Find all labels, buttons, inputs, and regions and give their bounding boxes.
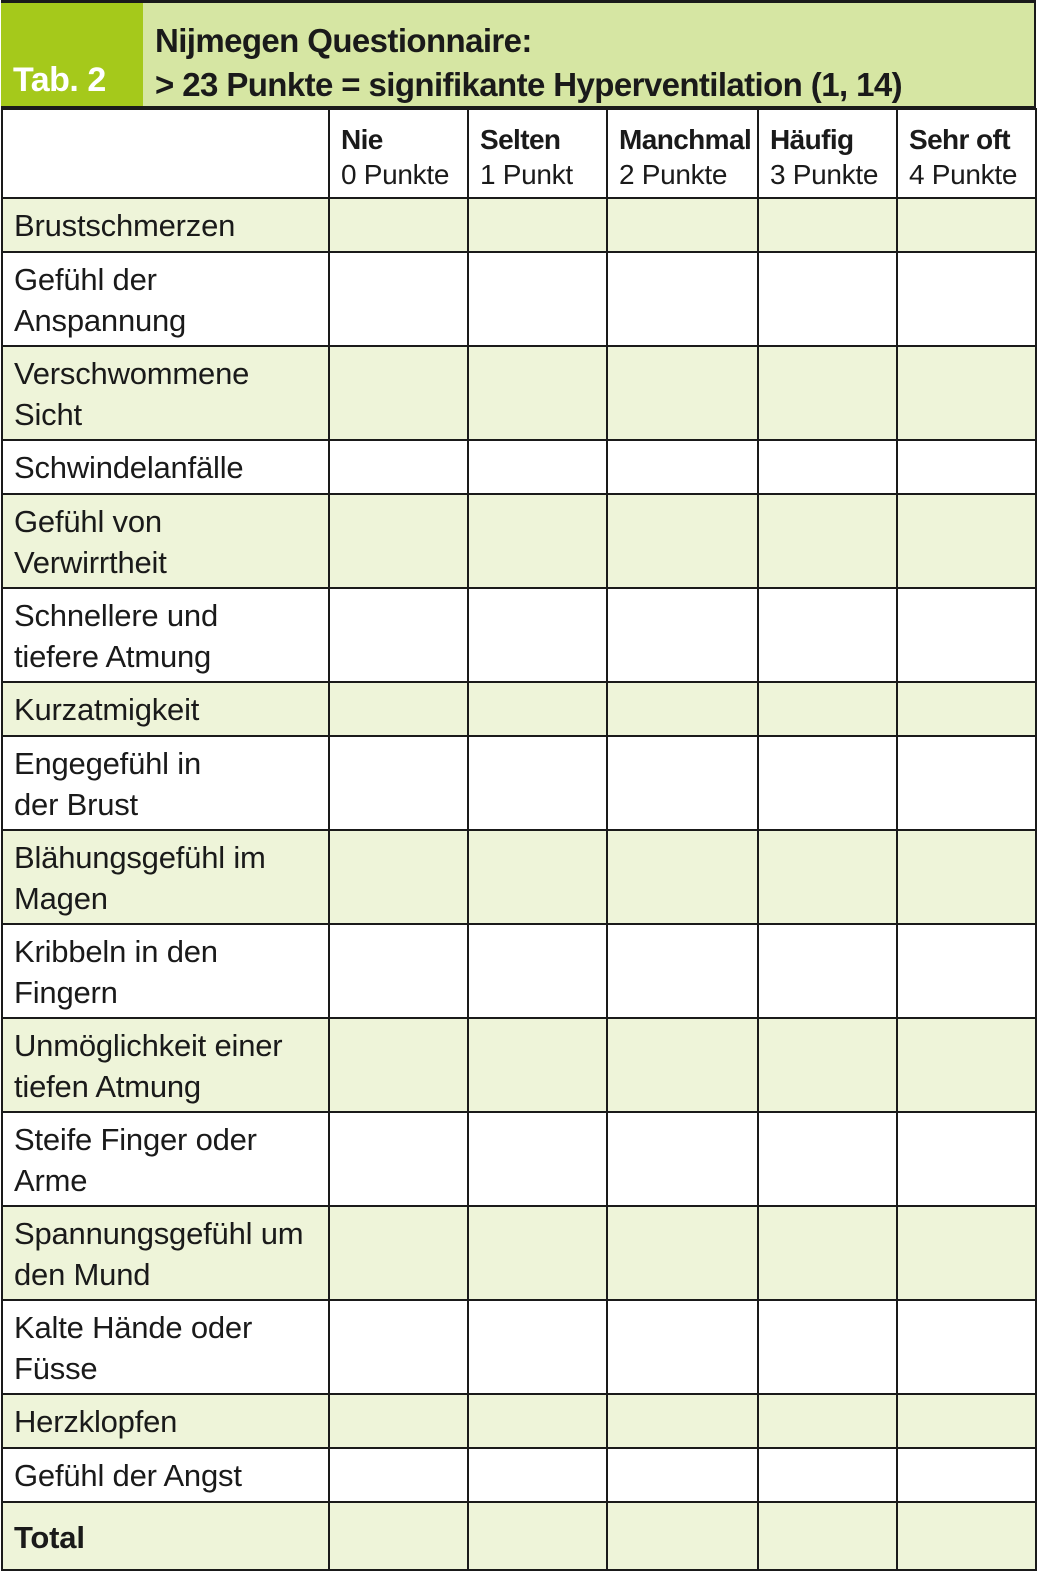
score-cell[interactable]: [329, 736, 468, 830]
score-cell[interactable]: [758, 1502, 897, 1570]
score-cell[interactable]: [758, 924, 897, 1018]
score-cell[interactable]: [897, 1448, 1036, 1502]
symptom-score-table: [1, 108, 1037, 1571]
table-row: [2, 1394, 1036, 1448]
table-row: [2, 346, 1036, 440]
score-cell[interactable]: [468, 252, 607, 346]
symptom-label-line-1: Engegefühl in: [14, 746, 202, 781]
score-cell[interactable]: [607, 494, 758, 588]
column-points: 0 Punkte: [341, 159, 450, 190]
score-cell[interactable]: [329, 588, 468, 682]
score-cell[interactable]: [329, 440, 468, 494]
column-points: 2 Punkte: [619, 159, 728, 190]
symptom-label: [2, 440, 329, 494]
score-cell[interactable]: [607, 252, 758, 346]
score-cell[interactable]: [758, 588, 897, 682]
symptom-label: [2, 924, 329, 1018]
score-cell[interactable]: [329, 1502, 468, 1570]
score-cell[interactable]: [897, 1018, 1036, 1112]
score-cell[interactable]: [468, 346, 607, 440]
symptom-label-line-1: Spannungsgefühl um: [14, 1216, 304, 1251]
score-cell[interactable]: [468, 1018, 607, 1112]
symptom-label-line-2: Füsse: [14, 1351, 98, 1386]
score-cell[interactable]: [897, 494, 1036, 588]
score-cell[interactable]: [468, 682, 607, 736]
score-cell[interactable]: [329, 682, 468, 736]
score-cell[interactable]: [329, 1300, 468, 1394]
score-cell[interactable]: [607, 1206, 758, 1300]
score-cell[interactable]: [758, 1394, 897, 1448]
column-header-haeufig: [758, 109, 897, 198]
symptom-label-line-1: Herzklopfen: [14, 1404, 178, 1439]
symptom-label-line-1: Gefühl der: [14, 262, 157, 297]
table-row: [2, 830, 1036, 924]
score-cell[interactable]: [468, 1300, 607, 1394]
symptom-label-line-1: Brustschmerzen: [14, 208, 236, 243]
table-title: [143, 3, 1036, 106]
table-row: [2, 1206, 1036, 1300]
symptom-label-line-2: tiefen Atmung: [14, 1069, 201, 1104]
symptom-label: [2, 830, 329, 924]
symptom-label-line-2: Arme: [14, 1163, 88, 1198]
symptom-label-line-1: Verschwommene: [14, 356, 250, 391]
table-row: [2, 924, 1036, 1018]
score-cell[interactable]: [607, 440, 758, 494]
score-cell[interactable]: [758, 440, 897, 494]
score-cell[interactable]: [897, 1112, 1036, 1206]
score-cell[interactable]: [607, 1112, 758, 1206]
score-cell[interactable]: [897, 736, 1036, 830]
score-cell[interactable]: [758, 1300, 897, 1394]
table-row: [2, 252, 1036, 346]
symptom-label-line-1: Steife Finger oder: [14, 1122, 257, 1157]
score-cell[interactable]: [758, 1206, 897, 1300]
score-cell[interactable]: [329, 346, 468, 440]
score-cell[interactable]: [607, 346, 758, 440]
score-cell[interactable]: [897, 252, 1036, 346]
score-cell[interactable]: [607, 924, 758, 1018]
column-name: Selten: [480, 124, 561, 155]
score-cell[interactable]: [607, 198, 758, 252]
score-cell[interactable]: [607, 1018, 758, 1112]
score-cell[interactable]: [758, 682, 897, 736]
score-cell[interactable]: [468, 588, 607, 682]
symptom-label-line-1: Kurzatmigkeit: [14, 692, 200, 727]
column-name: Manchmal: [619, 124, 752, 155]
symptom-label-line-1: Gefühl von: [14, 504, 162, 539]
table-row: [2, 198, 1036, 252]
score-cell[interactable]: [758, 252, 897, 346]
column-header-selten: [468, 109, 607, 198]
score-cell[interactable]: [468, 1502, 607, 1570]
column-points: 3 Punkte: [770, 159, 879, 190]
column-name: Häufig: [770, 124, 854, 155]
column-name: Nie: [341, 124, 383, 155]
score-cell[interactable]: [607, 830, 758, 924]
symptom-label: [2, 346, 329, 440]
table-row: [2, 1112, 1036, 1206]
symptom-label: [2, 1206, 329, 1300]
table-title-line-2: > 23 Punkte = signifikante Hyperventilation (1, 14): [155, 66, 902, 103]
table-title-line-1: Nijmegen Questionnaire:: [155, 22, 532, 59]
score-cell[interactable]: [329, 830, 468, 924]
table-row: [2, 736, 1036, 830]
column-points: 1 Punkt: [480, 159, 573, 190]
score-cell[interactable]: [897, 682, 1036, 736]
score-cell[interactable]: [758, 198, 897, 252]
symptom-label-line-1: Kribbeln in den: [14, 934, 218, 969]
table-row: [2, 1448, 1036, 1502]
symptom-label: [2, 1112, 329, 1206]
table-row: [2, 1018, 1036, 1112]
symptom-label-line-2: den Mund: [14, 1257, 151, 1292]
total-label: Total: [2, 1502, 329, 1570]
column-points: 4 Punkte: [909, 159, 1018, 190]
symptom-label-line-2: Anspannung: [14, 303, 187, 338]
symptom-label: [2, 588, 329, 682]
score-cell[interactable]: [468, 924, 607, 1018]
score-cell[interactable]: [468, 1394, 607, 1448]
score-cell[interactable]: [758, 1112, 897, 1206]
score-cell[interactable]: [329, 924, 468, 1018]
symptom-label: [2, 682, 329, 736]
table-row: [2, 440, 1036, 494]
score-cell[interactable]: [897, 830, 1036, 924]
score-cell[interactable]: [468, 198, 607, 252]
symptom-label-line-1: Blähungsgefühl im: [14, 840, 266, 875]
score-cell[interactable]: [329, 1448, 468, 1502]
questionnaire-table-container: [1, 0, 1036, 1571]
score-cell[interactable]: [758, 830, 897, 924]
table-row: [2, 494, 1036, 588]
symptom-label-line-1: Unmöglichkeit einer: [14, 1028, 283, 1063]
symptom-label-line-1: Gefühl der Angst: [14, 1458, 242, 1493]
score-cell[interactable]: [329, 252, 468, 346]
score-cell[interactable]: [607, 1448, 758, 1502]
score-cell[interactable]: [468, 736, 607, 830]
score-cell[interactable]: [897, 1394, 1036, 1448]
column-name: Sehr oft: [909, 124, 1010, 155]
score-cell[interactable]: [607, 1502, 758, 1570]
score-cell[interactable]: [758, 494, 897, 588]
symptom-label: [2, 1018, 329, 1112]
score-cell[interactable]: [607, 1300, 758, 1394]
score-cell[interactable]: [468, 1448, 607, 1502]
score-cell[interactable]: [329, 198, 468, 252]
symptom-label: [2, 494, 329, 588]
symptom-column-header: [2, 109, 329, 198]
symptom-label-line-2: der Brust: [14, 787, 138, 822]
score-cell[interactable]: [329, 1206, 468, 1300]
score-cell[interactable]: [607, 588, 758, 682]
column-header-sehr-oft: [897, 109, 1036, 198]
symptom-label-line-1: Schnellere und: [14, 598, 219, 633]
symptom-rows: [2, 198, 1036, 1502]
score-cell[interactable]: [468, 1112, 607, 1206]
symptom-label-line-2: Magen: [14, 881, 108, 916]
score-cell[interactable]: [758, 736, 897, 830]
score-cell[interactable]: [758, 346, 897, 440]
score-cell[interactable]: [897, 588, 1036, 682]
symptom-label-line-2: Sicht: [14, 397, 82, 432]
score-cell[interactable]: [468, 440, 607, 494]
total-row: [2, 1502, 1036, 1570]
table-row: [2, 588, 1036, 682]
score-cell[interactable]: [897, 1206, 1036, 1300]
symptom-label: [2, 1300, 329, 1394]
score-cell[interactable]: [329, 1112, 468, 1206]
column-header-nie: [329, 109, 468, 198]
score-cell[interactable]: [897, 924, 1036, 1018]
symptom-label-line-1: Schwindelanfälle: [14, 450, 244, 485]
score-cell[interactable]: [607, 1394, 758, 1448]
symptom-label: [2, 1448, 329, 1502]
score-cell[interactable]: [468, 1206, 607, 1300]
symptom-label-line-2: tiefere Atmung: [14, 639, 212, 674]
score-cell[interactable]: [897, 440, 1036, 494]
symptom-label: [2, 736, 329, 830]
score-cell[interactable]: [897, 198, 1036, 252]
table-row: [2, 682, 1036, 736]
score-cell[interactable]: [758, 1448, 897, 1502]
score-cell[interactable]: [897, 1502, 1036, 1570]
score-cell[interactable]: [607, 682, 758, 736]
column-header-row: [2, 109, 1036, 198]
symptom-label-line-2: Verwirrtheit: [14, 545, 167, 580]
score-cell[interactable]: [758, 1018, 897, 1112]
score-cell[interactable]: [329, 1018, 468, 1112]
score-cell[interactable]: [468, 830, 607, 924]
table-number-badge: Tab. 2: [1, 3, 143, 106]
score-cell[interactable]: [897, 1300, 1036, 1394]
table-header: [1, 0, 1036, 108]
table-row: [2, 1300, 1036, 1394]
score-cell[interactable]: [468, 494, 607, 588]
symptom-label-line-2: Fingern: [14, 975, 118, 1010]
score-cell[interactable]: [329, 494, 468, 588]
symptom-label: [2, 1394, 329, 1448]
symptom-label: [2, 252, 329, 346]
column-header-manchmal: [607, 109, 758, 198]
score-cell[interactable]: [329, 1394, 468, 1448]
score-cell[interactable]: [897, 346, 1036, 440]
score-cell[interactable]: [607, 736, 758, 830]
symptom-label-line-1: Kalte Hände oder: [14, 1310, 253, 1345]
symptom-label: [2, 198, 329, 252]
